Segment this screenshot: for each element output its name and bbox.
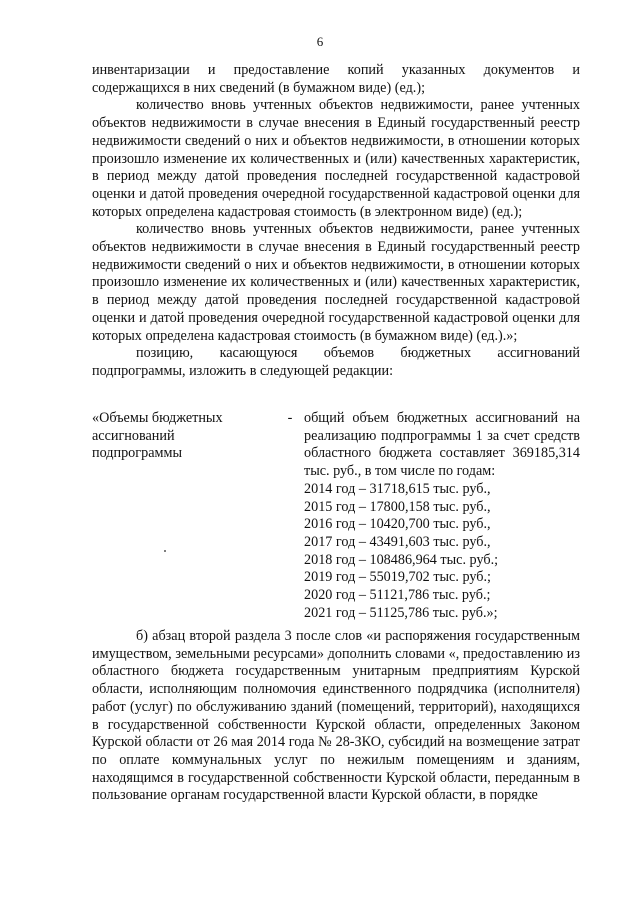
page-number: 6	[316, 34, 324, 49]
budget-description	[304, 410, 580, 622]
paragraph-section-3-amendment: б) абзац второй раздела 3 после слов «и распоряжения государственным имуществом, земельными ресурсами» дополнить словами «, предоставлению из областного бюджета государственным унитарным предприятиям Курской области, исполняющим полномочия единственного подрядчика (исполнителя) работ (услуг) по обслуживанию зданий (помещений, территорий), находящихся в государственной собственности Курской области, определенных Законом Курской области от 26 мая 2014 года № 28-ЗКО, субсидий на возмещение затрат по оплате коммунальных услуг по нежилым помещениям и зданиям, находящимся в государственной собственности Курской области, переданным в пользование органам государственной власти Курской области, в порядке	[92, 628, 580, 804]
budget-year-item: 2020 год – 51121,786 тыс. руб.;	[304, 587, 491, 604]
paragraph-inventory: инвентаризации и предоставление копий указанных документов и содержащихся в них сведений (в бумажном виде) (ед.);	[92, 62, 580, 96]
budget-label-line: подпрограммы	[92, 445, 182, 462]
body-text-bottom	[92, 628, 580, 805]
budget-year-item: 2016 год – 10420,700 тыс. руб.,	[304, 516, 491, 533]
budget-year-item: 2014 год – 31718,615 тыс. руб.,	[304, 480, 491, 497]
body-text-top	[92, 62, 580, 381]
scan-speck	[164, 550, 166, 552]
budget-year-item: 2019 год – 55019,702 тыс. руб.;	[304, 569, 491, 586]
budget-year-item: 2015 год – 17800,158 тыс. руб.,	[304, 498, 491, 515]
paragraph-electronic-count: количество вновь учтенных объектов недвижимости, ранее учтенных объектов недвижимости в случае внесения в Единый государственный реестр недвижимости сведений о них и объектов недвижимости, в отношении которых произошло изменение их количественных и (или) качественных характеристик, в период между датой проведения последней государственной кадастровой оценки и датой проведения очередной государственной кадастровой оценки для которых определена кадастровая стоимость (в электронном виде) (ед.);	[92, 97, 580, 220]
budget-label-line: «Объемы бюджетных	[92, 410, 223, 426]
budget-year-item: 2021 год – 51125,786 тыс. руб.»;	[304, 604, 498, 621]
budget-year-item: 2017 год – 43491,603 тыс. руб.,	[304, 533, 491, 550]
budget-year-item: 2018 год – 108486,964 тыс. руб.;	[304, 551, 499, 568]
paragraph-paper-count: количество вновь учтенных объектов недвижимости, ранее учтенных объектов недвижимости в случае внесения в Единый государственный реестр недвижимости сведений о них и объектов недвижимости, в отношении которых произошло изменение их количественных и (или) качественных характеристик, в период между датой проведения последней государственной кадастровой оценки и датой проведения очередной государственной кадастровой оценки для которых определена кадастровая стоимость (в бумажном виде) (ед.).»;	[92, 221, 580, 344]
budget-label-line: ассигнований	[92, 427, 175, 444]
budget-year-list	[304, 481, 580, 623]
paragraph-budget-position: позицию, касающуюся объемов бюджетных ассигнований подпрограммы, изложить в следующей редакции:	[92, 345, 580, 379]
budget-intro: общий объем бюджетных ассигнований на реализацию подпрограммы 1 за счет средств областного бюджета составляет 369185,314 тыс. руб., в том числе по годам:	[304, 410, 580, 480]
budget-label	[92, 410, 272, 463]
budget-dash: -	[287, 410, 293, 426]
